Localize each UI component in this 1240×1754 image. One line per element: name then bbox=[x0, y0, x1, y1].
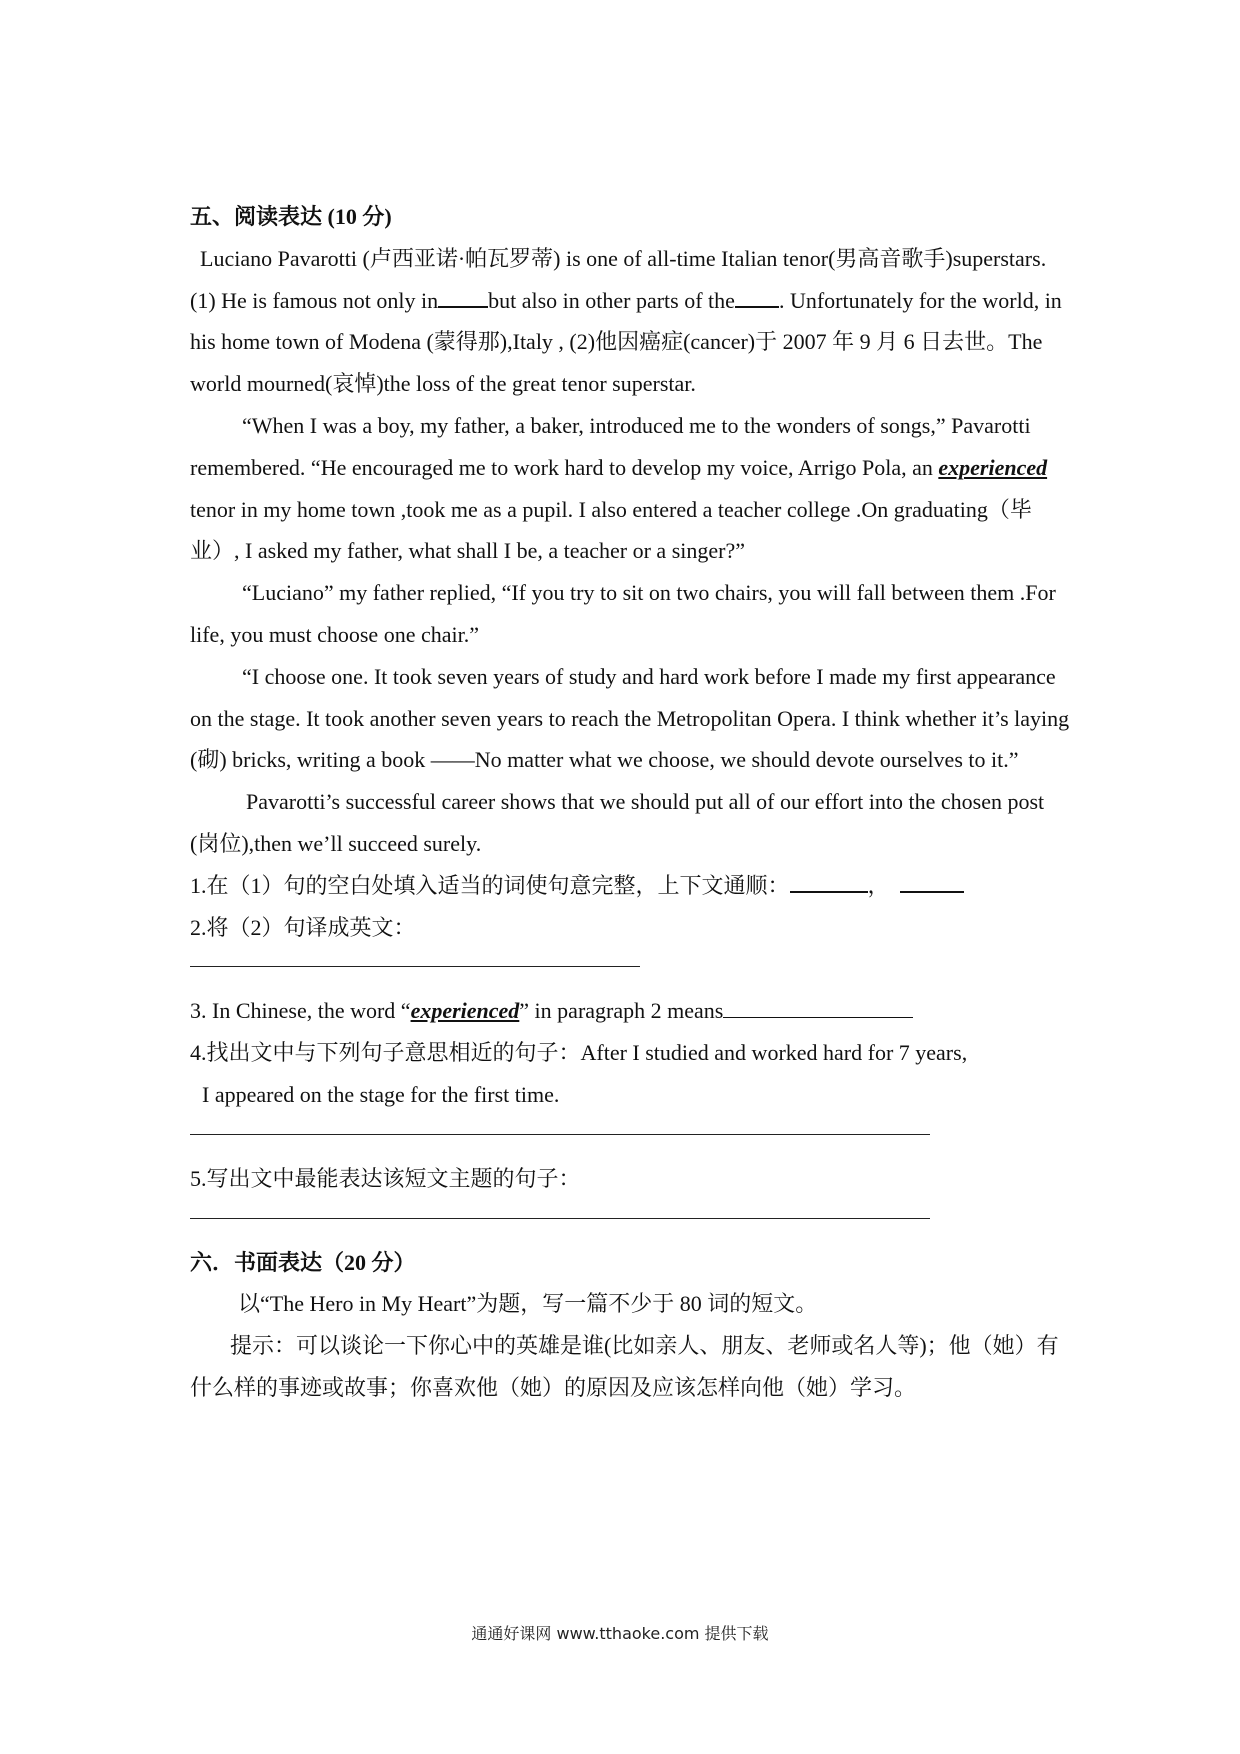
question-3-keyword: experienced bbox=[410, 998, 520, 1024]
blank-1b bbox=[735, 286, 779, 308]
question-3 bbox=[190, 990, 1070, 1032]
blank-1a bbox=[438, 286, 488, 308]
paragraph-1-text-a: Luciano Pavarotti (卢西亚诺·帕瓦罗蒂) is one of all-time Italian tenor(男高音歌手)superstars. (1) He is famous not only in bbox=[190, 245, 1047, 313]
question-3-text-a: 3. In Chinese, the word “ bbox=[190, 998, 411, 1024]
paragraph-2-text-a: “When I was a boy, my father, a baker, introduced me to the wonders of songs,” Pavarotti remembered. “He encouraged me to work hard to develop my voice, Arrigo Pola, an bbox=[190, 412, 1031, 480]
paragraph-3: “Luciano” my father replied, “If you try to sit on two chairs, you will fall between them .For life, you must choose one chair.” bbox=[190, 580, 1056, 647]
writing-task: 以“The Hero in My Heart”为题，写一篇不少于 80 词的短文。 bbox=[238, 1291, 818, 1317]
paragraph-1-text-b: but also in other parts of the bbox=[488, 287, 735, 313]
paragraph-4: “I choose one. It took seven years of study and hard work before I made my first appearance on the stage. It took another seven years to reach the Metropolitan Opera. I think whether it’s laying (砌) bricks, writing a book ——No matter what we choose, we should devote ourselves to it.” bbox=[190, 663, 1070, 773]
answer-blank-1a[interactable] bbox=[790, 871, 868, 893]
writing-hints: 提示：可以谈论一下你心中的英雄是谁(比如亲人、朋友、老师或名人等)；他（她）有什么样的事迹或故事；你喜欢他（她）的原因及应该怎样向他（她）学习。 bbox=[190, 1333, 1059, 1400]
paragraph-5: Pavarotti’s successful career shows that we should put all of our effort into the chosen post (岗位),then we’ll succeed surely. bbox=[190, 789, 1045, 856]
section5-heading: 五、阅读表达 (10 分) bbox=[190, 204, 392, 229]
question-1-separator: ， bbox=[867, 872, 890, 898]
footer-source: 通通好课网 www.tthaoke.com 提供下载 bbox=[471, 1624, 769, 1643]
paragraph-2-text-b: tenor in my home town ,took me as a pupil. I also entered a teacher college .On graduating（毕业）, I asked my father, what shall I be, a teacher or a singer?” bbox=[190, 496, 1032, 564]
keyword-experienced: experienced bbox=[938, 454, 1048, 480]
section6-heading: 六．书面表达（20 分） bbox=[190, 1249, 416, 1275]
question-1 bbox=[190, 865, 1070, 907]
paragraph-2 bbox=[190, 405, 1070, 572]
question-3-text-b: ” in paragraph 2 means bbox=[519, 998, 724, 1024]
answer-blank-1b[interactable] bbox=[900, 871, 964, 893]
answer-blank-3[interactable] bbox=[723, 997, 913, 1018]
answer-line-2[interactable] bbox=[190, 948, 1070, 990]
question-5: 5.写出文中最能表达该短文主题的句子： bbox=[190, 1165, 581, 1191]
question-2: 2.将（2）句译成英文： bbox=[190, 914, 416, 940]
paragraph-1 bbox=[190, 238, 1070, 405]
question-4-continued: I appeared on the stage for the first time. bbox=[202, 1081, 560, 1107]
answer-line-5[interactable] bbox=[190, 1200, 1070, 1242]
question-1-text: 1.在（1）句的空白处填入适当的词使句意完整，上下文通顺： bbox=[190, 872, 790, 898]
page-content bbox=[190, 196, 1070, 1409]
paragraph-1-text-c: . Unfortunately for the world, in his home town of Modena (蒙得那),Italy , (2)他因癌症(cancer)于 2007 年 9 月 6 日去世。The world mourned(哀悼)the loss of the great tenor superstar. bbox=[190, 287, 1062, 397]
question-4: 4.找出文中与下列句子意思相近的句子：After I studied and worked hard for 7 years, bbox=[190, 1040, 968, 1066]
answer-line-4[interactable] bbox=[190, 1116, 1070, 1158]
